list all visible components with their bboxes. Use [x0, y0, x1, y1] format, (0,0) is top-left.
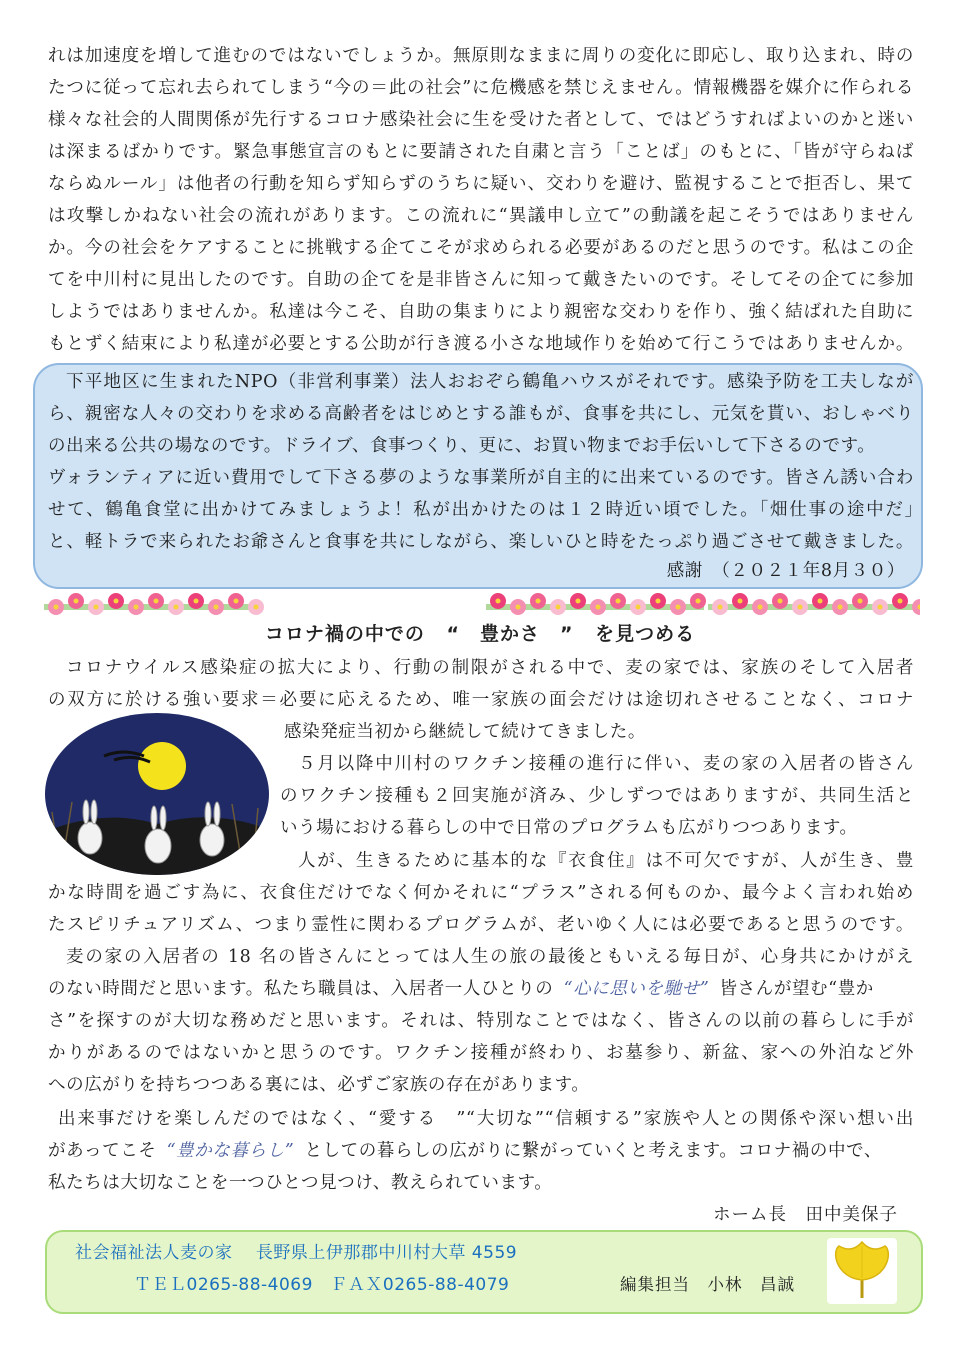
flower-center: [496, 599, 501, 604]
intro-line: れは加速度を増して進むのではないでしょうか。無原則なままに周りの変化に即応し、取り込まれ、時の: [48, 46, 914, 66]
cosmos-flower-border: [44, 588, 920, 622]
flower-center: [74, 599, 79, 604]
signature: ホーム長 田中美保子: [713, 1205, 898, 1225]
flower-center: [818, 599, 823, 604]
emphasis-text: “心に思いを馳せ”: [563, 979, 710, 999]
article-line-emphasis: [48, 1135, 914, 1167]
flower-center: [596, 605, 601, 610]
flower-center: [798, 605, 803, 610]
intro-line: か。今の社会をケアすることに挑戦する企てこそが求められる必要があるのだと思うのです。私はこの企: [48, 238, 914, 258]
flower-center: [114, 599, 119, 604]
notice-closing: 感謝 （２０２１年8月３０）: [666, 561, 905, 581]
flower-center: [194, 599, 199, 604]
intro-line: てを中川村に見出したのです。自助の企てを是非皆さんに知って戴きたいのです。そしてその企てに参加: [48, 270, 914, 290]
flower-center: [134, 605, 139, 610]
notice-line: と、軽トラで来られたお爺さんと食事を共にしながら、楽しいひと時をたっぷり過ごさせて戴きました。: [48, 532, 914, 552]
intro-line: しようではありませんか。私達は今こそ、自助の集まりにより親密な交わりを作り、強く結ばれた自助に: [48, 302, 914, 322]
flower-center: [516, 605, 521, 610]
title-prefix: コロナ禍の中での: [264, 623, 425, 645]
footer-org: 社会福祉法人麦の家 長野県上伊那郡中川村大草 4559: [75, 1243, 518, 1263]
flower-center: [878, 605, 883, 610]
flower-center: [838, 605, 843, 610]
flower-center: [54, 605, 59, 610]
footer-editor: 編集担当 小林 昌誠: [620, 1275, 795, 1294]
article-line: 人が、生きるために基本的な『衣食住』は不可欠ですが、人が生き、豊: [298, 851, 914, 871]
intro-line: ならぬルール」は他者の行動を知らず知らずのうちに疑い、交わりを避け、監視することで拒否し、果て: [48, 174, 914, 194]
article-line: 出来事だけを楽しんだのではなく、“愛する ”“大切な”“信頼する”家族や人との関係や深い想い出: [58, 1109, 914, 1129]
article-text: 皆さんが望む“豊か: [719, 979, 874, 999]
notice-line: 下平地区に生まれたNPO（非営利事業）法人おおぞら鶴亀ハウスがそれです。感染予防を工夫しなが: [66, 372, 914, 392]
intro-line: は攻撃しかねない社会の流れがあります。この流れに“異議申し立て”の動議を起こそうではありません: [48, 206, 914, 226]
article-text: があってこそ: [48, 1141, 157, 1161]
notice-line: せて、鶴亀食堂に出かけてみましょうよ！私が出かけたのは１２時近い頃でした。｢畑仕事の途中だ｣: [48, 500, 914, 520]
moon-rabbits-illustration: [44, 712, 270, 876]
article-line: かりがあるのではないかと思うのです。ワクチン接種が終わり、お墓参り、新盆、家への外泊など外: [48, 1043, 914, 1063]
flower-center: [234, 599, 239, 604]
notice-line: の出来る公共の場なのです。ドライブ、食事つくり、更に、お買い物までお手伝いして下さるのです。: [48, 436, 876, 456]
title-word: “ 豊かさ ”: [446, 623, 574, 645]
ginkgo-frame: [827, 1238, 897, 1304]
flower-center: [536, 599, 541, 604]
intro-line: は深まるばかりです。緊急事態宣言のもとに要請された自粛と言う「ことば」のもとに、「皆が守らねば: [48, 142, 914, 162]
flower-center: [778, 599, 783, 604]
footer-contact: ＴＥＬ0265-88-4069 ＦＡＸ0265-88-4079: [134, 1275, 510, 1295]
article-line: たスピリチュアリズム、つまり霊性に関わるプログラムが、老いゆく人には必要であると思うのです。: [48, 915, 914, 935]
article-line: のワクチン接種も２回実施が済み、少しずつではありますが、共同生活と: [280, 786, 914, 806]
flower-center: [898, 599, 903, 604]
flower-center: [718, 605, 723, 610]
article-line: ５月以降中川村のワクチン接種の進行に伴い、麦の家の入居者の皆さん: [298, 754, 914, 774]
flower-center: [676, 605, 681, 610]
article-line: さ”を探すのが大切な務めだと思います。それは、特別なことではなく、皆さんの以前の暮らしに手が: [48, 1011, 914, 1031]
flower-center: [254, 605, 259, 610]
article-line-emphasis: [48, 973, 914, 1005]
flower-center: [636, 605, 641, 610]
flower-center: [154, 599, 159, 604]
flower-center: [858, 599, 863, 604]
article-text: のない時間だと思います。私たち職員は、入居者一人ひとりの: [48, 979, 554, 999]
moon-icon: [138, 742, 186, 790]
flower-center: [94, 605, 99, 610]
flower-center: [214, 605, 219, 610]
intro-line: たつに従って忘れ去られてしまう“今の＝此の社会”に危機感を禁じえません。情報機器を媒介に作られる: [48, 78, 914, 98]
article-title: [0, 619, 960, 646]
flower-center: [556, 605, 561, 610]
article-text: としての暮らしの広がりに繋がっていくと考えます。コロナ禍の中で、: [304, 1141, 882, 1161]
article-line: コロナウイルス感染症の拡大により、行動の制限がされる中で、麦の家では、家族のそして入居者: [66, 658, 914, 678]
flower-center: [174, 605, 179, 610]
article-line: かな時間を過ごす為に、衣食住だけでなく何かそれに“プラス”される何ものか、最今よく言われ始め: [48, 883, 914, 903]
flower-center: [656, 599, 661, 604]
article-line: 感染発症当初から継続して続けてきました。: [284, 722, 646, 742]
intro-line: 様々な社会的人間関係が先行するコロナ感染社会に生を受けた者として、ではどうすればよいのかと迷い: [48, 110, 914, 130]
notice-line: ら、親密な人々の交わりを求める高齢者をはじめとする誰もが、食事を共にし、元気を貰い、おしゃべり: [48, 404, 914, 424]
article-line: の双方に於ける強い要求＝必要に応えるため、唯一家族の面会だけは途切れさせることなく、コロナ: [48, 690, 914, 710]
ginkgo-leaf-icon: [827, 1238, 897, 1304]
article-line: への広がりを持ちつつある裏には、必ずご家族の存在があります。: [48, 1075, 590, 1095]
article-line: 麦の家の入居者の 18 名の皆さんにとっては人生の旅の最後ともいえる毎日が、心身共にかけがえ: [66, 947, 914, 967]
title-suffix: を見つめる: [595, 623, 696, 645]
flower-center: [616, 599, 621, 604]
intro-line: もとずく結束により私達が必要とする公助が行き渡る小さな地域作りを始めて行こうではありませんか。: [48, 334, 914, 354]
flower-center: [758, 605, 763, 610]
flower-center: [576, 599, 581, 604]
flower-center: [738, 599, 743, 604]
article-line: いう場における暮らしの中で日常のプログラムも広がりつつあります。: [280, 818, 858, 838]
flower-center: [696, 599, 701, 604]
notice-line: ヴォランティアに近い費用でして下さる夢のような事業所が自主的に出来ているのです。皆さん誘い合わ: [48, 468, 914, 488]
article-line: 私たちは大切なことを一つひとつ見つけ、教えられています。: [48, 1173, 553, 1193]
emphasis-text: “豊かな暮らし”: [166, 1141, 295, 1161]
